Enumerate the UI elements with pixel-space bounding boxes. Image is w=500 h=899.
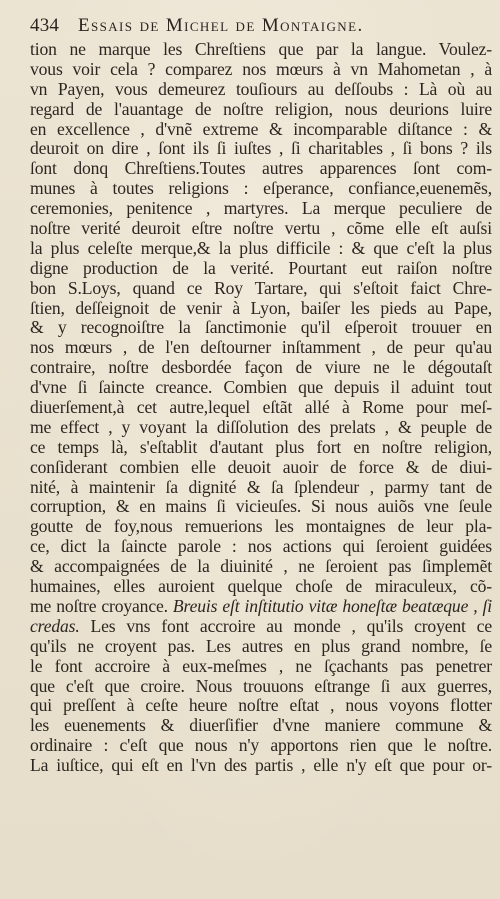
text-line <box>30 716 492 736</box>
text-segment: vous voir cela ? comparez nos mœurs à vn Mahometan , à <box>30 58 492 79</box>
text-line <box>30 736 492 756</box>
text-segment: ordinaire : c'eſt que nous n'y apportons rien que le noſtre. <box>30 735 492 756</box>
text-line <box>30 478 492 498</box>
text-segment: Les vns font accroire au monde , qu'ils croyent ce <box>90 615 492 636</box>
text-segment: tion ne marque les Chreſtiens que par la langue. Voulez- <box>30 39 492 59</box>
text-segment: me effect , y voyant la diſſolution des prelats , & peuple de <box>30 416 492 437</box>
text-line <box>30 398 492 418</box>
text-line <box>30 80 492 100</box>
text-line <box>30 597 492 617</box>
text-line <box>30 358 492 378</box>
text-segment: & accompaignées de la diuinité , ne ſeroient pas ſimplemẽt <box>30 556 492 577</box>
text-segment: nos mœurs , de l'en deſtourner inſtamment , de peur qu'au <box>30 337 492 358</box>
text-line <box>30 259 492 279</box>
text-line <box>30 497 492 517</box>
text-segment: noſtre verité deuroit eſtre noſtre vertu , cõme elle eſt auſsi <box>30 218 492 239</box>
text-segment: la plus celeſte merque,& la plus difficile : & que c'eſt la plus <box>30 237 492 258</box>
text-segment: contraire, noſtre desbordée façon de viure ne le dégoutaſt <box>30 357 492 378</box>
text-segment: ceremonies, penitence , martyres. La merque peculiere de <box>30 198 492 219</box>
text-line <box>30 378 492 398</box>
text-segment: La iuſtice, qui eſt en l'vn des partis , elle n'y eſt que pour or- <box>30 755 492 776</box>
text-segment: que c'eſt que croire. Nous trouuons eſtrange ſi aux guerres, <box>30 675 492 696</box>
text-line <box>30 696 492 716</box>
text-segment: ce, dict la ſaincte parole : nos actions qui ſeroient guidées <box>30 536 492 557</box>
latin-quotation: Breuis eſt inſtitutio vitæ honeſtæ beatæque , ſi <box>172 595 492 616</box>
text-line <box>30 557 492 577</box>
text-segment: bon S.Loys, quand ce Roy Tartare, qui s'eſtoit faict Chre- <box>30 277 492 298</box>
running-head <box>30 14 490 38</box>
text-segment: vn Payen, vous demeurez touſiours au deſſoubs : Là où au <box>30 78 492 99</box>
text-line <box>30 338 492 358</box>
text-line <box>30 517 492 537</box>
text-line <box>30 100 492 120</box>
text-segment: les euenements & diuerſifier d'vne maniere commune & <box>30 715 492 736</box>
text-line <box>30 60 492 80</box>
text-line <box>30 179 492 199</box>
text-segment: en excellence , d'vnẽ extreme & incomparable diſtance : & <box>30 118 492 139</box>
text-segment: nité, à maintenir ſa dignité & ſa ſplendeur , parmy tant de <box>30 476 492 497</box>
text-segment: d'vne ſi ſaincte creance. Combien que depuis il aduint tout <box>30 377 492 398</box>
text-line <box>30 577 492 597</box>
text-segment: goutte de foy,nous remuerions les montaignes de leur pla- <box>30 516 492 537</box>
text-line <box>30 40 492 60</box>
text-line <box>30 139 492 159</box>
text-line <box>30 438 492 458</box>
text-segment: ce temps là, s'eſtablit d'autant plus fort en noſtre religion, <box>30 436 492 457</box>
text-segment: munes à toutes religions : eſperance, confiance,euenemẽs, <box>30 178 492 199</box>
text-line <box>30 279 492 299</box>
text-segment: digne production de la verité. Pourtant eut raiſon noſtre <box>30 257 492 278</box>
text-line <box>30 677 492 697</box>
text-line <box>30 657 492 677</box>
text-segment: humaines, elles auroient quelque choſe de miraculeux, cõ- <box>30 576 492 597</box>
text-line <box>30 637 492 657</box>
text-line <box>30 239 492 259</box>
text-segment: ſont donq Chreſtiens.Toutes autres apparences ſont com- <box>30 158 492 179</box>
body-text <box>30 40 492 776</box>
text-line <box>30 120 492 140</box>
text-segment: diuerſement,à cet autre,lequel eſtãt allé à Rome pour meſ- <box>30 397 492 418</box>
text-segment: ſtien, deſſeignoit de venir à Lyon, baiſer les pieds au Pape, <box>30 297 492 318</box>
text-segment: & y recognoiſtre la ſanctimonie qu'il eſperoit trouuer en <box>30 317 492 338</box>
text-line <box>30 756 492 776</box>
text-line <box>30 299 492 319</box>
text-segment: deuroit on dire , ſont ils ſi iuſtes , ſi charitables , ſi bons ? ils <box>30 138 492 159</box>
latin-quotation: credas. <box>30 615 91 636</box>
text-segment: conſiderant combien elle deuoit auoir de force & de diui- <box>30 456 492 477</box>
text-segment: le font accroire à eux-meſmes , ne ſçachants pas penetrer <box>30 655 492 676</box>
text-segment: me noſtre croyance. <box>30 595 173 616</box>
text-segment: corruption, & en mains ſi vicieuſes. Si nous auiõs vne ſeule <box>30 496 492 517</box>
text-line <box>30 617 492 637</box>
text-line <box>30 318 492 338</box>
text-line <box>30 159 492 179</box>
text-line <box>30 418 492 438</box>
running-title: Essais de Michel de Montaigne. <box>78 15 364 36</box>
text-line <box>30 199 492 219</box>
text-segment: qui preſſent à ceſte heure noſtre eſtat , nous voyons flotter <box>30 695 492 716</box>
text-line <box>30 219 492 239</box>
text-line <box>30 458 492 478</box>
page-number: 434 <box>30 15 60 36</box>
text-segment: regard de l'auantage de noſtre religion, nous deurions luire <box>30 98 492 119</box>
text-line <box>30 537 492 557</box>
text-segment: qu'ils ne croyent pas. Les autres en plus grand nombre, ſe <box>30 635 492 656</box>
